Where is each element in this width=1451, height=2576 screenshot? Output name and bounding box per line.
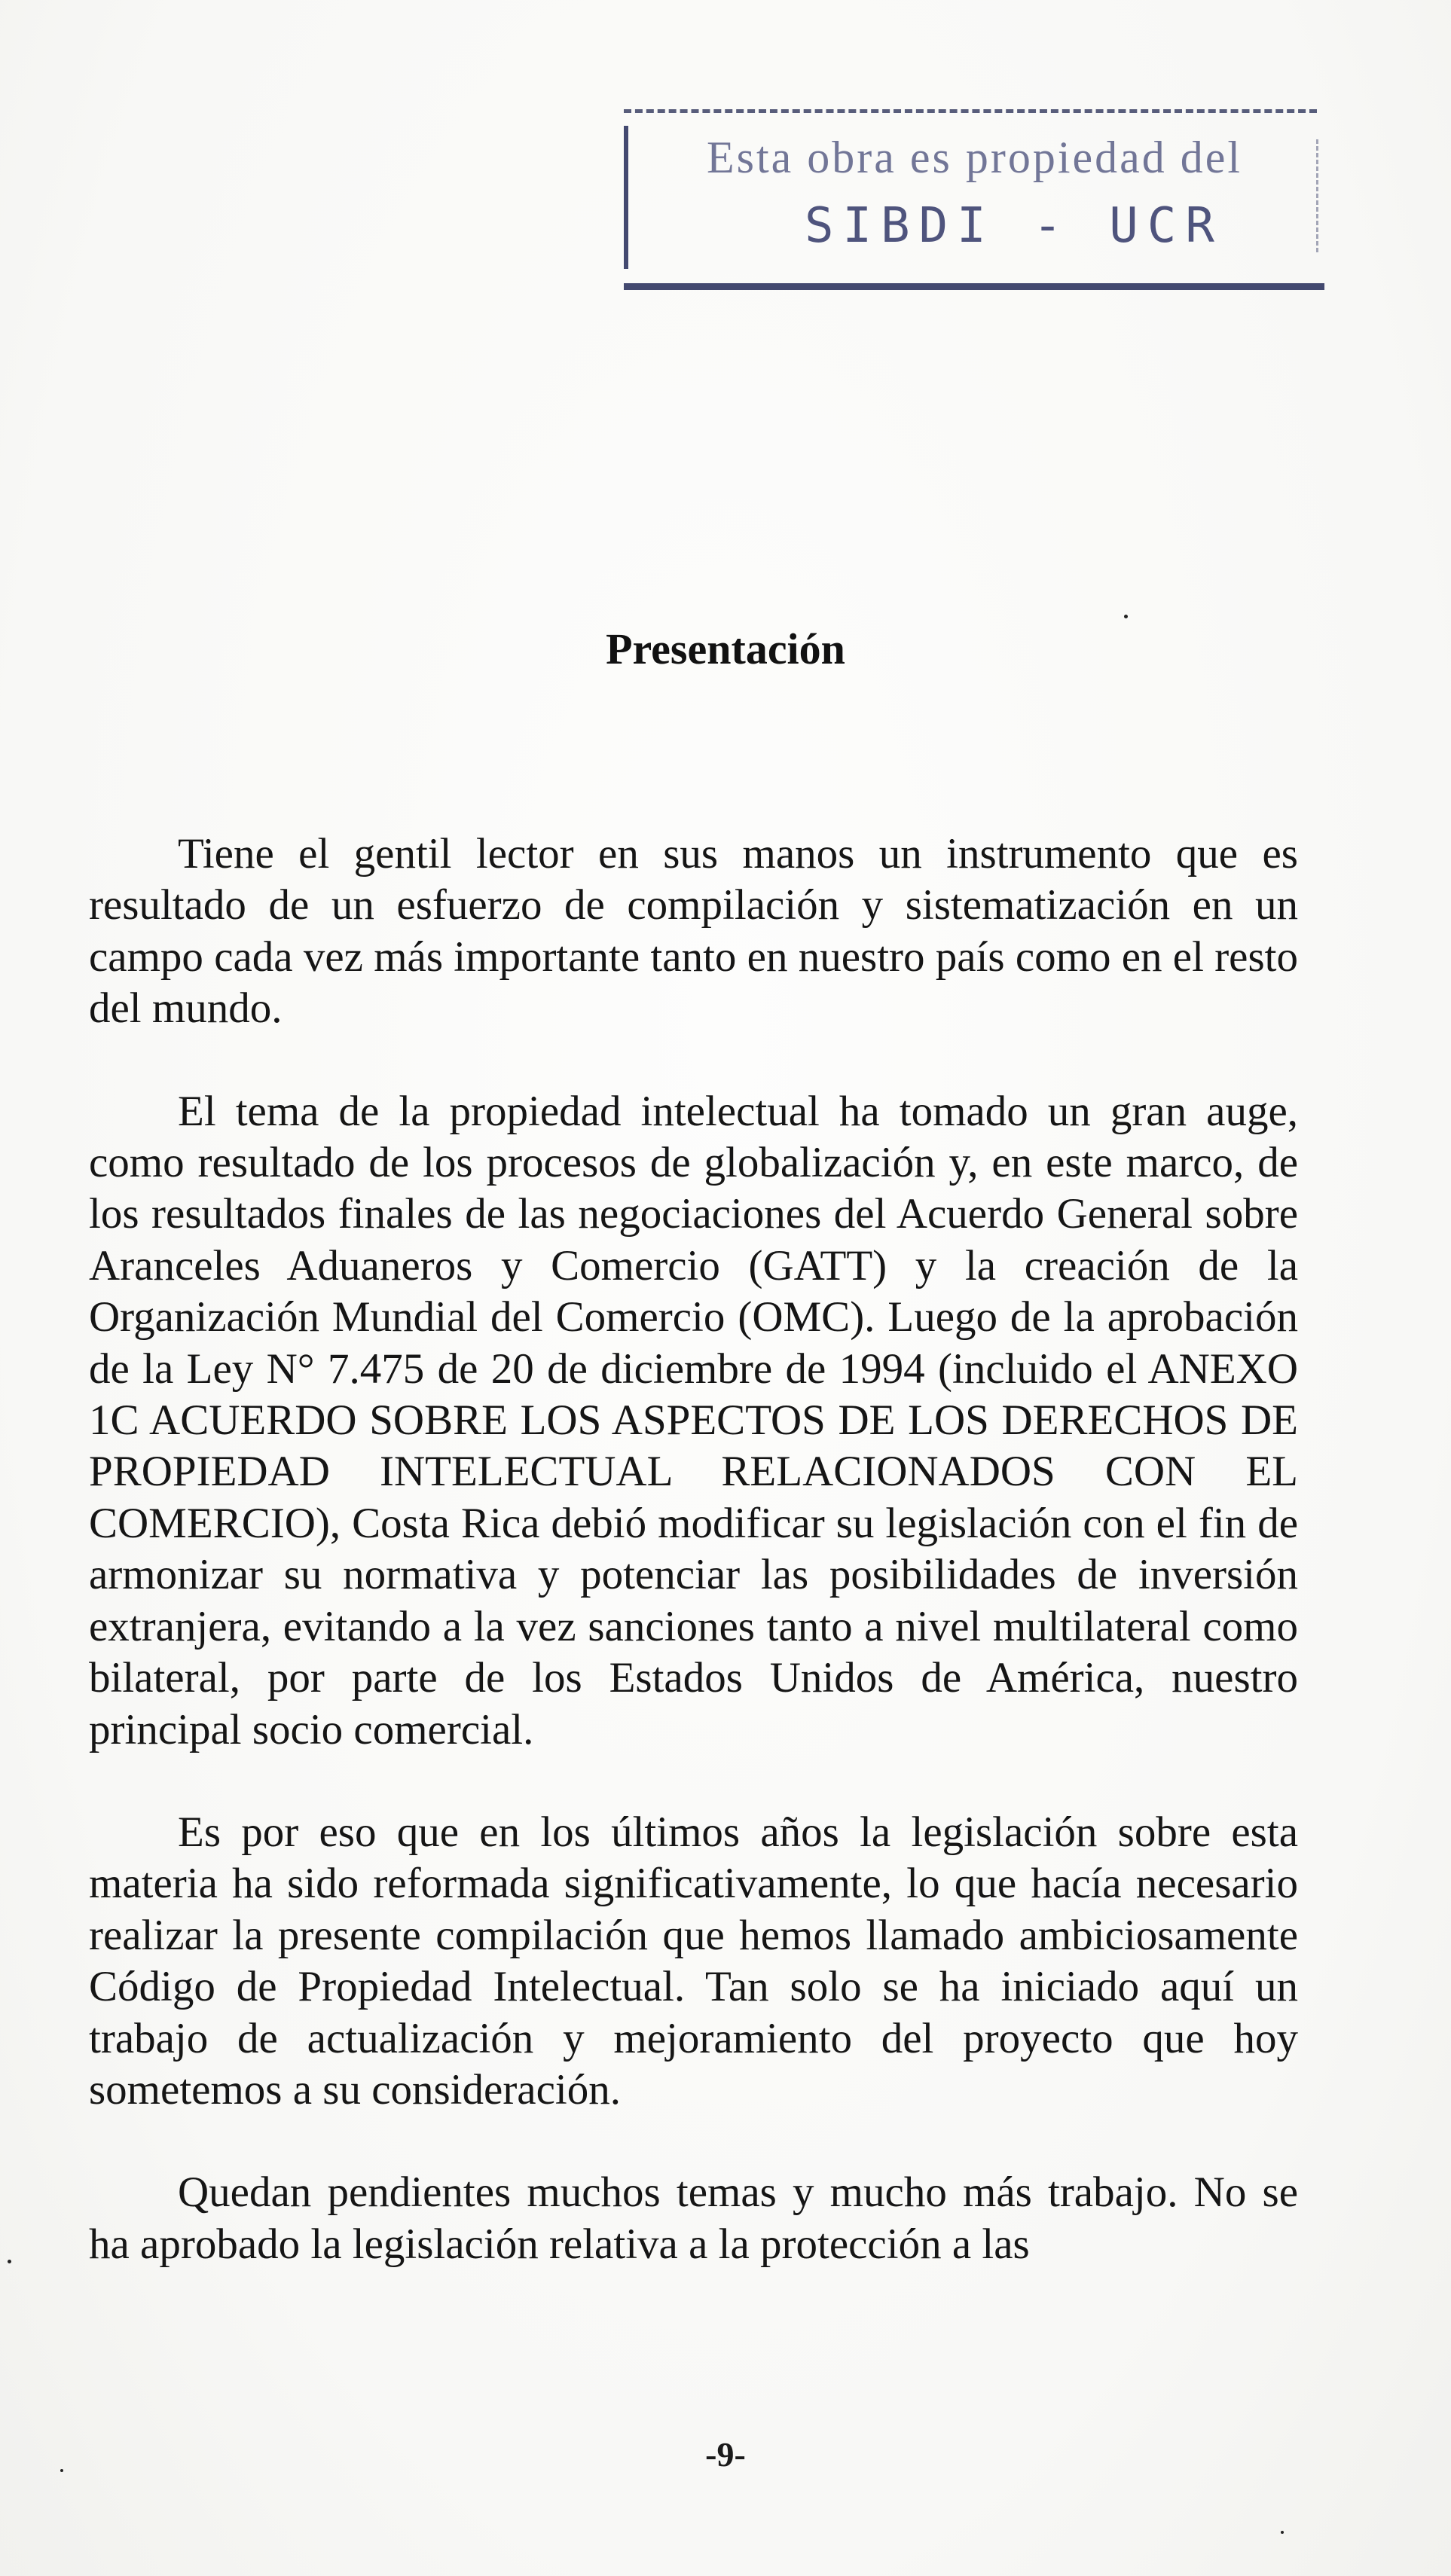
ink-speck bbox=[60, 2469, 63, 2472]
library-stamp bbox=[624, 109, 1324, 290]
ink-speck bbox=[8, 2260, 11, 2263]
stamp-text-ownership: Esta obra es propiedad del bbox=[707, 133, 1243, 182]
page-number: -9- bbox=[705, 2435, 746, 2474]
stamp-right-border bbox=[1316, 139, 1318, 252]
paragraph-3: Es por eso que en los últimos años la legislación sobre esta materia ha sido reformada significativamente, lo que hacía necesario realizar la presente compilación que hemos llamado ambiciosamente Código de Propiedad Intelectual. Tan solo se ha iniciado aquí un trabajo de actualización y mejoramiento del proyecto que hoy sometemos a su consideración. bbox=[89, 1808, 1298, 2114]
paragraph-4: Quedan pendientes muchos temas y mucho más trabajo. No se ha aprobado la legislación relativa a la protección a las bbox=[89, 2169, 1298, 2268]
stamp-left-border bbox=[624, 126, 628, 269]
page-title: Presentación bbox=[606, 624, 845, 673]
paragraph-1: Tiene el gentil lector en sus manos un instrumento que es resultado de un esfuerzo de compilación y sistematización en un campo cada vez más importante tanto en nuestro país como en el resto del mundo. bbox=[89, 830, 1298, 1033]
stamp-bottom-border bbox=[624, 283, 1324, 290]
ink-speck bbox=[1124, 615, 1128, 618]
stamp-text-library: SIBDI - UCR bbox=[805, 198, 1223, 254]
presentation-body bbox=[89, 829, 1298, 2270]
stamp-top-border bbox=[624, 109, 1317, 113]
ink-speck bbox=[1281, 2531, 1284, 2534]
paragraph-2: El tema de la propiedad intelectual ha tomado un gran auge, como resultado de los procesos de globalización y, en este marco, de los resultados finales de las negociaciones del Acuerdo General sobre Aranceles Aduaneros y Comercio (GATT) y la creación de la Organización Mundial del Comercio (OMC). Luego de la aprobación de la Ley N° 7.475 de 20 de diciembre de 1994 (incluido el ANEXO 1C ACUERDO SOBRE LOS ASPECTOS DE LOS DERECHOS DE PROPIEDAD INTELECTUAL RELACIONADOS CON EL COMERCIO), Costa Rica debió modificar su legislación con el fin de armonizar su normativa y potenciar las posibilidades de inversión extranjera, evitando a la vez sanciones tanto a nivel multilateral como bilateral, por parte de los Estados Unidos de América, nuestro principal socio comercial. bbox=[89, 1087, 1298, 1753]
